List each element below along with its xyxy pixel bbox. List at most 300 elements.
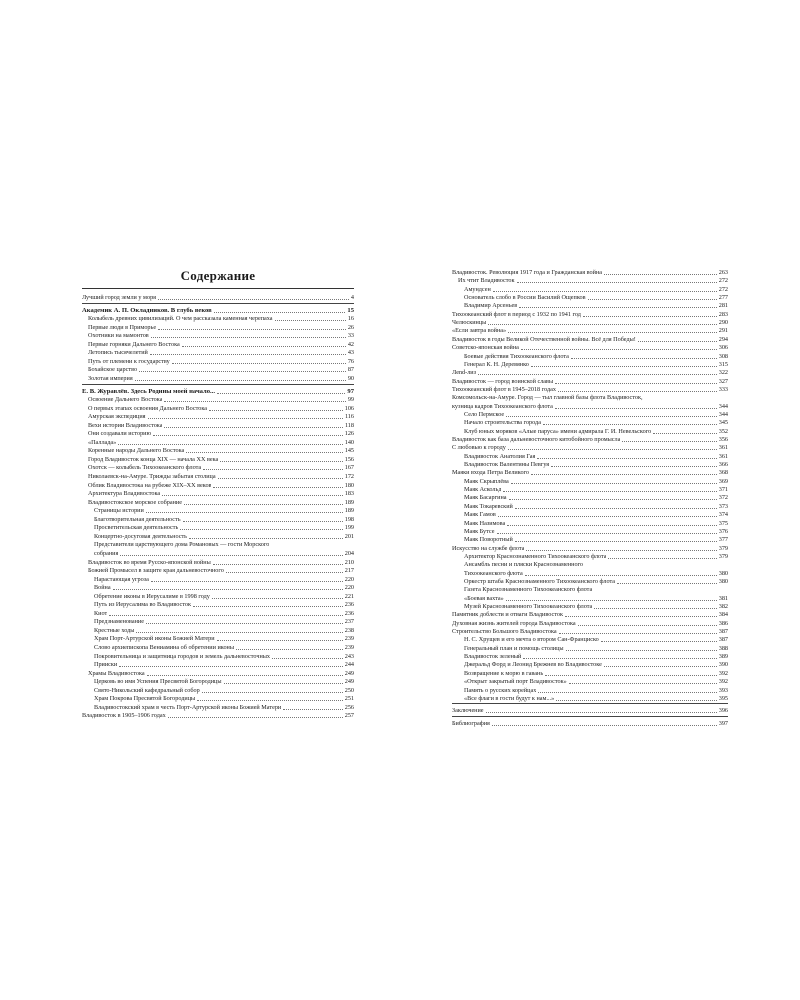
toc-entry-title: Первые горняки Дальнего Востока: [88, 340, 180, 348]
toc-entry-title: Крестные ходы: [94, 626, 135, 634]
dot-leader: [565, 616, 717, 617]
toc-entry-page: 345: [718, 419, 728, 427]
toc-entry-page: 243: [344, 652, 354, 660]
toc-entry-page: 263: [718, 269, 728, 276]
section-divider: [82, 303, 354, 304]
dot-leader: [220, 461, 342, 462]
toc-entry-title: «Если завтра война»: [452, 327, 507, 335]
toc-entry-title: Освоение Дальнего Востока: [88, 396, 163, 404]
toc-entry-page: 16: [347, 315, 354, 323]
toc-entry-page: 198: [344, 515, 354, 523]
toc-entry-page: 380: [718, 569, 728, 577]
toc-entry-page: 272: [718, 277, 728, 285]
dot-leader: [213, 564, 343, 565]
toc-entry-title: Памятник доблести и отваги Владивосток: [452, 611, 563, 619]
toc-entry-title: «Боевая вахта»: [464, 594, 504, 602]
dot-leader: [653, 433, 717, 434]
toc-entry-page: 392: [718, 678, 728, 686]
dot-leader: [272, 658, 343, 659]
toc-entry-title: Киот: [94, 609, 108, 617]
toc-entry-page: 118: [344, 421, 354, 429]
toc-entry-title: Маяк Токаревский: [464, 502, 513, 510]
dot-leader: [147, 675, 343, 676]
toc-entry-page: 167: [344, 464, 354, 472]
dot-leader: [622, 441, 716, 442]
toc-entry-page: 180: [344, 481, 354, 489]
toc-entry-title: Церковь во имя Успения Пресвятой Богородицы: [94, 678, 222, 686]
toc-entry-page: 172: [344, 473, 354, 480]
toc-entry-page: 374: [718, 511, 728, 519]
toc-entry-title: «Паллада»: [88, 438, 117, 446]
toc-entry-title: Храм Покрова Пресвятой Богородицы: [94, 695, 196, 703]
toc-entry-page: 26: [347, 323, 354, 331]
dot-leader: [217, 640, 343, 641]
toc-entry-title: Облик Владивостока на рубеже XIX–XX веков: [88, 481, 212, 489]
toc-entry-title: Строительство Большого Владивостока: [452, 628, 557, 636]
toc-entry-title: Генеральный план и помощь столицы: [464, 644, 564, 652]
toc-entry-page: 217: [344, 567, 354, 575]
toc-entry-title: Комсомольск-на-Амуре. Город — тыл главной базы флота Владивосток,: [452, 394, 643, 402]
dot-leader: [153, 435, 343, 436]
toc-entry-title: Коренные народы Дальнего Востока: [88, 447, 185, 455]
toc-entry-title: Владивосток как база дальневосточного китобойного промысла: [452, 436, 621, 443]
toc-entry-title: Город Владивосток конца XIX — начала XX века: [88, 455, 219, 463]
toc-entry-title: Путь от племени к государству: [88, 357, 170, 365]
dot-leader: [558, 391, 717, 392]
toc-entry-page: 390: [718, 661, 728, 669]
toc-entry-page: 239: [344, 635, 354, 643]
dot-leader: [486, 712, 717, 713]
dot-leader: [164, 427, 342, 428]
toc-entry-page: 106: [344, 404, 354, 412]
dot-leader: [511, 483, 717, 484]
dot-leader: [212, 598, 343, 599]
dot-leader: [168, 717, 343, 718]
dot-leader: [189, 538, 343, 539]
toc-entry-title: Они создавали историю: [88, 430, 152, 438]
dot-leader: [492, 725, 717, 726]
dot-leader: [218, 478, 343, 479]
toc-entry-title: Летопись тысячелетий: [88, 349, 148, 357]
toc-entry-page: 381: [718, 594, 728, 602]
toc-entry-page: 116: [344, 413, 354, 421]
toc-entry-title: Слово архиепископа Вениамина об обретении иконы: [94, 644, 235, 651]
dot-leader: [118, 444, 342, 445]
dot-leader: [498, 516, 717, 517]
toc-entry-page: 201: [344, 532, 354, 540]
dot-leader: [488, 324, 716, 325]
toc-entry-title: Возвращение к морю в гавань: [464, 669, 544, 677]
dot-leader: [583, 316, 717, 317]
toc-entry-page: 239: [344, 644, 354, 651]
dot-leader: [519, 307, 716, 308]
dot-leader: [588, 299, 717, 300]
toc-entry-page: 257: [344, 712, 354, 720]
toc-entry-page: 396: [718, 707, 728, 715]
dot-leader: [158, 299, 349, 300]
toc-entry-page: 251: [344, 695, 354, 703]
toc-entry-title: Владивосток Анатолия Гая: [464, 452, 536, 460]
toc-entry-page: 372: [718, 494, 728, 502]
toc-entry-title: Владивосток — город воинской славы: [452, 377, 554, 385]
toc-entry-title: Амундсен: [464, 285, 491, 293]
toc-entry-title: Владимир Арсеньев: [464, 302, 518, 310]
dot-leader: [604, 274, 717, 275]
toc-entry-title: Прииски: [94, 661, 118, 669]
toc-entry-title: Архитектура Владивостока: [88, 490, 161, 498]
toc-entry-page: 199: [344, 524, 354, 532]
toc-entry-title: Нарастающая угроза: [94, 575, 149, 583]
toc-entry-title: Владивосток зеленый: [464, 653, 522, 661]
dot-leader: [559, 633, 717, 634]
toc-entry-page: 366: [718, 461, 728, 469]
toc-entry-page: 221: [344, 592, 354, 600]
dot-leader: [183, 521, 343, 522]
toc-entry-title: Тихоокеанский флот в 1945–2018 годах: [452, 385, 556, 393]
toc-entry-title: собрания: [94, 549, 119, 557]
toc-entry-page: 291: [718, 327, 728, 335]
dot-leader: [638, 341, 717, 342]
toc-entry-title: Маяк Скрыплёва: [464, 477, 509, 485]
toc-entry-page: 76: [347, 357, 354, 365]
toc-entry-title: Владивостокское морское собрание: [88, 498, 182, 506]
toc-entry-title: Божией Промысел в защите края дальневосточного: [88, 567, 224, 575]
toc-entry-page: 210: [344, 558, 354, 566]
toc-entry-page: 397: [718, 719, 728, 727]
dot-leader: [184, 504, 343, 505]
dot-leader: [555, 383, 717, 384]
toc-entry-page: 308: [718, 352, 728, 360]
dot-leader: [526, 550, 716, 551]
toc-entry-title: Путь из Иерусалима во Владивосток: [94, 601, 191, 609]
dot-leader: [162, 495, 343, 496]
toc-entry-page: 183: [344, 490, 354, 498]
dot-leader: [509, 499, 717, 500]
toc-entry-page: 344: [718, 402, 728, 410]
dot-leader: [555, 408, 717, 409]
dot-leader: [151, 581, 343, 582]
toc-entry-title: Академик А. П. Окладников. В глубь веков: [82, 306, 212, 314]
toc-entry-title: Е. В. Журавлёв. Здесь Родины моей начало...: [82, 387, 215, 395]
toc-entry-title: Джеральд Форд и Леонид Брежнев во Владивостоке: [464, 661, 602, 669]
toc-entry: [464, 694, 728, 703]
dot-leader: [608, 558, 716, 559]
toc-entry-title: Золотая империя: [88, 374, 133, 382]
toc-entry-page: 99: [347, 396, 354, 404]
toc-entry-page: 126: [344, 430, 354, 438]
toc-entry-title: Владивосток. Революция 1917 года и Гражданская война: [452, 269, 602, 276]
toc-entry-page: 344: [718, 410, 728, 418]
toc-entry-title: Маяк Басаргина: [464, 494, 507, 502]
toc-entry-title: Основатель слобо в России Василий Ощепков: [464, 294, 586, 302]
toc-entry-title: «Открыт закрытый порт Владивосток»: [464, 678, 567, 686]
toc-entry-page: 393: [718, 686, 728, 694]
toc-entry-title: Предзнаменование: [94, 618, 144, 626]
dot-leader: [193, 606, 343, 607]
toc-entry-title: Искусство на службе флота: [452, 544, 525, 552]
dot-leader: [506, 600, 717, 601]
toc-entry-page: 15: [347, 306, 354, 314]
toc-entry-page: 87: [347, 366, 354, 374]
toc-entry-title: Вехи истории Владивостока: [88, 421, 163, 429]
toc-entry-title: Н. С. Хрущев и его мечта о втором Сан-Франциско: [464, 636, 599, 644]
section-divider: [82, 384, 354, 385]
section-divider: [452, 716, 728, 717]
dot-leader: [517, 282, 717, 283]
toc-entry-page: 189: [344, 507, 354, 515]
toc-entry-title: Тихоокеанского флота: [464, 569, 523, 577]
toc-entry-page: 189: [344, 498, 354, 506]
toc-entry-page: 140: [344, 438, 354, 446]
toc-entry-page: 395: [718, 694, 728, 702]
toc-entry-title: Маяк Гамов: [464, 511, 496, 519]
dot-leader: [164, 401, 345, 402]
dot-leader: [515, 541, 717, 542]
toc-entry-page: 42: [347, 340, 354, 348]
toc-entry-title: Храмы Владивостока: [88, 669, 145, 677]
toc-entry-title: Охотники на мамонтов: [88, 332, 149, 340]
dot-leader: [493, 291, 717, 292]
toc-entry-page: 386: [718, 619, 728, 627]
dot-leader: [150, 354, 346, 355]
toc-entry-title: Владивосток в годы Великой Отечественной войны. Всё для Победы!: [452, 335, 636, 343]
toc-entry-title: Генерал К. Н. Деревянко: [464, 360, 529, 368]
toc-entry-page: 250: [344, 686, 354, 694]
dot-leader: [531, 474, 717, 475]
toc-entry-page: 387: [718, 636, 728, 644]
dot-leader: [226, 572, 343, 573]
dot-leader: [525, 575, 717, 576]
toc-entry-title: Владивосток во время Русско-японской войны: [88, 558, 211, 566]
toc-entry-title: Покровительница и защитница городов и земель дальневосточных: [94, 652, 271, 660]
toc-entry-page: 356: [718, 436, 728, 443]
dot-leader: [617, 583, 717, 584]
dot-leader: [186, 452, 342, 453]
dot-leader: [507, 525, 717, 526]
toc-entry-page: 373: [718, 502, 728, 510]
dot-leader: [508, 332, 717, 333]
toc-entry: [452, 706, 728, 715]
toc-entry-title: Владивосток Валентины Певгуя: [464, 461, 550, 469]
toc-entry-title: Колыбель древних цивилизаций. О чем рассказала каменная черепаха: [88, 315, 273, 323]
toc-entry-title: Лучший город земли у моря: [82, 294, 157, 301]
dot-leader: [236, 649, 343, 650]
toc-entry-title: Боевые действия Тихоокеанского флота: [464, 352, 569, 360]
toc-entry-title: Благотворительная деятельность: [94, 515, 181, 523]
dot-leader: [146, 623, 343, 624]
dot-leader: [148, 418, 343, 419]
toc-entry-title: Память о русских корейцах: [464, 686, 537, 694]
toc-entry-title: «Все флаги в гости будут к нам...»: [464, 694, 555, 702]
toc-entry-title: Ансамбль песни и пляски Краснознаменного: [464, 561, 584, 569]
toc-entry-title: Охотск — колыбель Тихоокеанского флота: [88, 464, 202, 472]
dot-leader: [146, 512, 343, 513]
toc-entry-page: 256: [344, 703, 354, 711]
toc-entry-title: Клуб юных моряков «Алые паруса» имени адмирала Г. И. Невельского: [464, 427, 652, 435]
toc-entry-title: Страницы истории: [94, 507, 144, 515]
dot-leader: [578, 625, 717, 626]
dot-leader: [601, 641, 717, 642]
toc-entry-page: 327: [718, 377, 728, 385]
toc-entry-page: 33: [347, 332, 354, 340]
toc-entry-page: 379: [718, 544, 728, 552]
toc-entry-title: Маяк Аскольд: [464, 486, 502, 494]
toc-entry-page: 384: [718, 611, 728, 619]
toc-entry-title: Газета Краснознаменного Тихоокеанского флота: [464, 586, 593, 594]
toc-entry-title: С любовью к городу: [452, 444, 506, 452]
toc-entry-page: 283: [718, 310, 728, 318]
toc-entry-title: Духовная жизнь жителей города Владивостока: [452, 619, 576, 627]
toc-entry-title: Заключение: [452, 707, 484, 715]
toc-entry-page: 90: [347, 374, 354, 382]
toc-entry-title: Свято-Никольский кафедральный собор: [94, 686, 200, 694]
toc-entry-title: Музей Краснознаменного Тихоокеанского флота: [464, 603, 593, 610]
dot-leader: [202, 692, 343, 693]
toc-entry-title: Их чтит Владивосток: [458, 277, 515, 285]
toc-entry-page: 290: [718, 319, 728, 327]
toc-entry-page: 376: [718, 527, 728, 535]
toc-entry-title: Тихоокеанский флот в период с 1932 по 1941 год: [452, 310, 581, 318]
dot-leader: [537, 458, 716, 459]
dot-leader: [151, 337, 346, 338]
toc-entry-page: 382: [718, 603, 728, 610]
dot-leader: [571, 358, 717, 359]
toc-entry-page: 294: [718, 335, 728, 343]
dot-leader: [158, 329, 346, 330]
dot-leader: [515, 508, 717, 509]
toc-entry-page: 145: [344, 447, 354, 455]
toc-entry-title: Амурская экспедиция: [88, 413, 146, 421]
dot-leader: [543, 424, 717, 425]
toc-entry-title: Библиография: [452, 719, 490, 727]
dot-leader: [120, 555, 342, 556]
dot-leader: [503, 491, 716, 492]
dot-leader: [139, 371, 346, 372]
toc-entry-page: 377: [718, 536, 728, 544]
toc-entry-page: 238: [344, 626, 354, 634]
toc-entry-page: 368: [718, 469, 728, 477]
toc-entry-title: Просветительская деятельность: [94, 524, 179, 532]
toc-entry-title: Бохайское царство: [88, 366, 138, 374]
toc-entry: [82, 293, 354, 302]
toc-entry-page: 156: [344, 455, 354, 463]
dot-leader: [180, 529, 342, 530]
toc-entry-page: 392: [718, 669, 728, 677]
section-divider: [452, 703, 728, 704]
toc-entry-page: 333: [718, 385, 728, 393]
dot-leader: [283, 709, 342, 710]
toc-entry-page: 4: [350, 294, 354, 301]
dot-leader: [224, 683, 343, 684]
dot-leader: [506, 416, 717, 417]
toc-entry-page: 388: [718, 644, 728, 652]
dot-leader: [508, 449, 717, 450]
toc-entry-title: Архитектор Краснознаменного Тихоокеанского флота: [464, 552, 607, 560]
toc-entry-title: Концертно-досуговая деятельность: [94, 532, 188, 540]
dot-leader: [209, 410, 343, 411]
toc-entry-page: 244: [344, 661, 354, 669]
dot-leader: [566, 650, 717, 651]
toc-entry-title: Лend-лиз: [452, 369, 477, 377]
toc-entry-page: 315: [718, 360, 728, 368]
toc-entry-page: 220: [344, 584, 354, 592]
toc-entry-page: 379: [718, 552, 728, 560]
toc-entry-page: 306: [718, 344, 728, 352]
dot-leader: [203, 469, 343, 470]
toc-entry-page: 204: [344, 549, 354, 557]
dot-leader: [197, 700, 343, 701]
toc-entry-page: 236: [344, 601, 354, 609]
dot-leader: [551, 466, 717, 467]
toc-entry-title: Советско-японская война: [452, 344, 519, 352]
toc-entry-title: кузница кадров Тихоокеанского флота: [452, 402, 553, 410]
toc-entry-page: 352: [718, 427, 728, 435]
dot-leader: [172, 363, 346, 364]
toc-entry-page: 371: [718, 486, 728, 494]
toc-entry-page: 277: [718, 294, 728, 302]
toc-entry-page: 387: [718, 628, 728, 636]
toc-entry-page: 281: [718, 302, 728, 310]
toc-entry-title: Челюскинцы: [452, 319, 487, 327]
toc-entry-title: Село Пермское: [464, 410, 505, 418]
toc-entry-page: 389: [718, 653, 728, 661]
toc-entry-title: Владивосток в 1905–1906 годах: [82, 712, 166, 720]
dot-leader: [214, 312, 346, 313]
toc-entry-title: Первые люди в Приморье: [88, 323, 157, 331]
toc-entry-title: Маяк Бутсе: [464, 527, 495, 535]
dot-leader: [217, 393, 345, 394]
toc-title: Содержание: [180, 268, 256, 283]
dot-leader: [109, 615, 343, 616]
dot-leader: [136, 632, 342, 633]
toc-entry-page: 249: [344, 678, 354, 686]
toc-entry-page: 237: [344, 618, 354, 626]
toc-entry-page: 272: [718, 285, 728, 293]
toc-entry-title: О первых этапах освоения Дальнего Востока: [88, 404, 207, 412]
toc-entry-title: Начало строительства города: [464, 419, 541, 427]
dot-leader: [497, 533, 717, 534]
toc-entry-title: Владивостокский храм в честь Порт-Артурской иконы Божией Матери: [94, 703, 282, 711]
dot-leader: [538, 692, 716, 693]
dot-leader: [135, 380, 346, 381]
dot-leader: [182, 346, 346, 347]
toc-entry-page: 369: [718, 477, 728, 485]
dot-leader: [545, 675, 717, 676]
toc-entry-title: Храм Порт-Артурской иконы Божией Матери: [94, 635, 215, 643]
toc-entry-page: 380: [718, 577, 728, 585]
toc-entry-title: Оркестр штаба Краснознаменного Тихоокеанского флота: [464, 577, 615, 585]
dot-leader: [113, 589, 343, 590]
dot-leader: [604, 666, 717, 667]
toc-entry-page: 249: [344, 669, 354, 677]
toc-entry-title: Маяк Назимова: [464, 519, 506, 527]
toc-entry: [452, 719, 728, 728]
toc-entry-title: Маяк Поворотный: [464, 536, 513, 544]
toc-entry-title: Николаевск-на-Амуре. Трижды забытая столица: [88, 473, 216, 480]
toc-entry-page: 97: [347, 387, 354, 395]
dot-leader: [275, 320, 346, 321]
dot-leader: [569, 683, 717, 684]
dot-leader: [213, 487, 342, 488]
dot-leader: [594, 608, 716, 609]
title-underline: [82, 288, 354, 289]
toc-entry-title: Война: [94, 584, 111, 592]
dot-leader: [478, 374, 717, 375]
toc-entry-page: 361: [718, 444, 728, 452]
toc-entry-title: Обретение иконы в Иерусалиме в 1998 году: [94, 592, 210, 600]
dot-leader: [556, 700, 717, 701]
toc-entry: [82, 711, 354, 720]
